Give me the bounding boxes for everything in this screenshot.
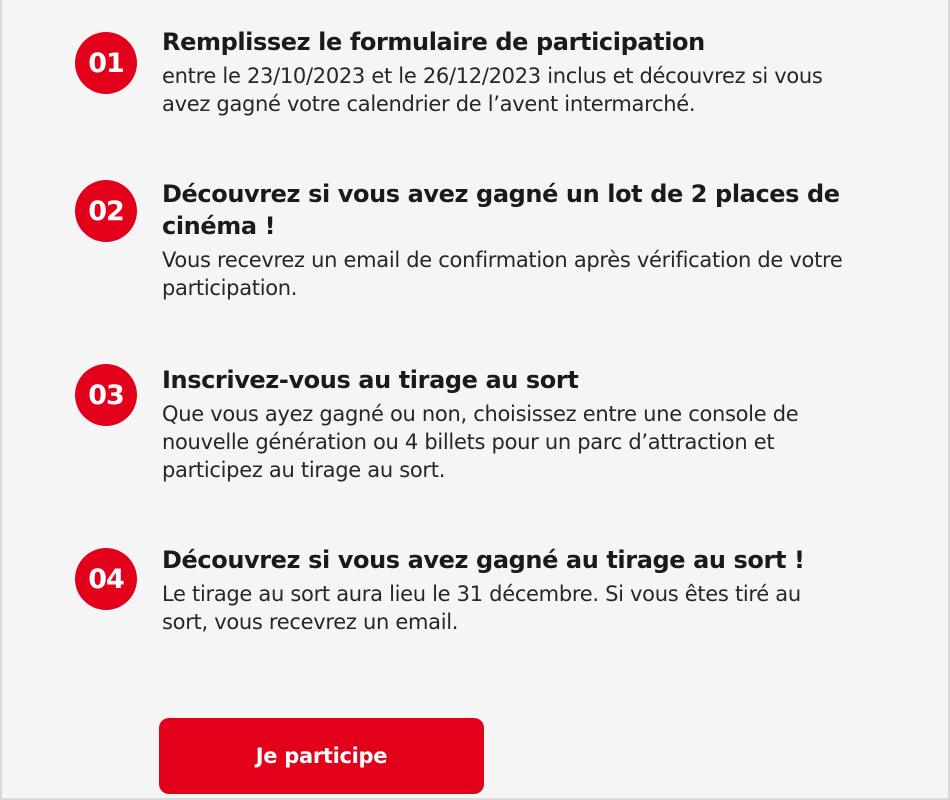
- step-number-badge: 03: [75, 364, 137, 426]
- step-number-badge: 04: [75, 548, 137, 610]
- step-content: [162, 364, 852, 484]
- step-number-badge: 02: [75, 180, 137, 242]
- step-title: Découvrez si vous avez gagné un lot de 2 places de cinéma !: [162, 180, 840, 240]
- step-content: [162, 544, 852, 636]
- step-description: Vous recevrez un email de confirmation après vérification de votre participation.: [162, 248, 843, 300]
- step-title: Remplissez le formulaire de participation: [162, 28, 705, 56]
- step-title: Inscrivez-vous au tirage au sort: [162, 366, 579, 394]
- step-number-badge: 01: [75, 32, 137, 94]
- step-content: [162, 26, 852, 118]
- participate-button[interactable]: Je participe: [159, 718, 484, 794]
- step-content: [162, 178, 852, 302]
- step-description: entre le 23/10/2023 et le 26/12/2023 inclus et découvrez si vous avez gagné votre calendrier de l’avent intermarché.: [162, 64, 823, 116]
- step-description: Le tirage au sort aura lieu le 31 décembre. Si vous êtes tiré au sort, vous recevrez un email.: [162, 582, 801, 634]
- step-description: Que vous ayez gagné ou non, choisissez entre une console de nouvelle génération ou 4 billets pour un parc d’attraction et participez au tirage au sort.: [162, 402, 799, 482]
- step-title: Découvrez si vous avez gagné au tirage au sort !: [162, 546, 805, 574]
